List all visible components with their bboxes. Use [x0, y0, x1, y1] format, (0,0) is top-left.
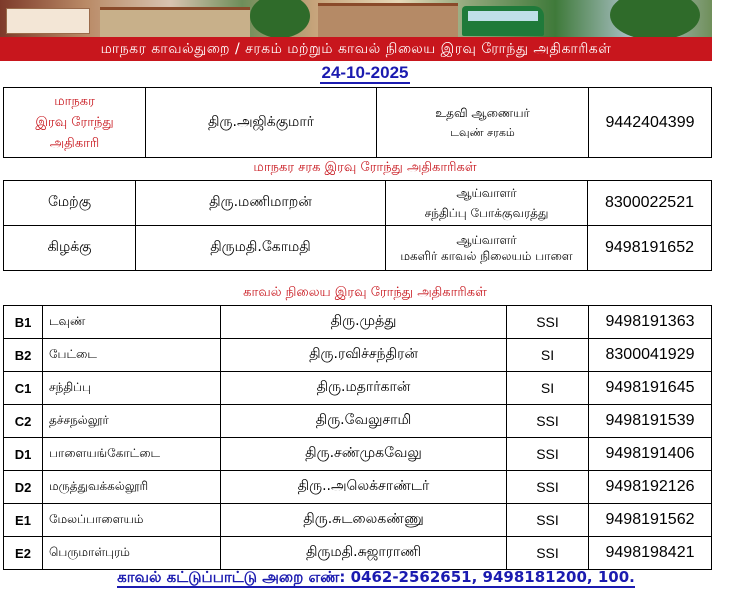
banner-bus	[462, 6, 544, 36]
officer-name: திருமதி.சுஜாராணி	[221, 537, 507, 570]
phone-number: 9498198421	[589, 537, 712, 570]
designation: ஆய்வாளர்	[456, 233, 517, 247]
table-row	[4, 226, 712, 271]
header-banner	[0, 0, 712, 64]
banner-tree-right	[610, 0, 700, 40]
range-officers-table	[3, 180, 712, 271]
phone-number: 9498191652	[588, 226, 712, 271]
table-row	[4, 372, 712, 405]
phone-number: 9498191645	[589, 372, 712, 405]
banner-building	[100, 7, 250, 40]
station-name: பேட்டை	[43, 339, 221, 372]
table-row	[4, 537, 712, 570]
officer-name: திருமதி.கோமதி	[136, 226, 386, 271]
area: டவுண் சரகம்	[450, 125, 515, 139]
officer-rank: SSI	[507, 504, 589, 537]
date-label: 24-10-2025	[321, 63, 409, 82]
station-officers-table	[3, 305, 712, 570]
phone-number: 9498191539	[589, 405, 712, 438]
officer-rank: SSI	[507, 438, 589, 471]
phone-number: 8300041929	[589, 339, 712, 372]
phone-number: 8300022521	[588, 181, 712, 226]
unit: சந்திப்பு போக்குவரத்து	[424, 206, 549, 220]
banner-photo	[0, 0, 712, 40]
officer-name: திரு.அஜிக்குமார்	[146, 88, 377, 158]
station-name: பாளையங்கோட்டை	[43, 438, 221, 471]
designation: ஆய்வாளர்	[456, 186, 517, 200]
role-line: இரவு ரோந்து	[35, 115, 114, 130]
station-code: E1	[4, 504, 43, 537]
phone-number: 9498192126	[589, 471, 712, 504]
role-cell	[4, 88, 146, 158]
station-code: C2	[4, 405, 43, 438]
table-row	[4, 471, 712, 504]
table-row	[4, 405, 712, 438]
table-row	[4, 306, 712, 339]
officer-rank: SI	[507, 339, 589, 372]
officer-name: திரு.மதார்கான்	[221, 372, 507, 405]
range-name: மேற்கு	[4, 181, 136, 226]
officer-name: திரு.மணிமாறன்	[136, 181, 386, 226]
designation: உதவி ஆணையர்	[435, 105, 530, 120]
station-section-title: காவல் நிலைய இரவு ரோந்து அதிகாரிகள்	[243, 285, 487, 300]
officer-rank: SSI	[507, 405, 589, 438]
officer-rank: SSI	[507, 537, 589, 570]
designation-cell	[386, 181, 588, 226]
officer-name: திரு.ரவிச்சந்திரன்	[221, 339, 507, 372]
station-code: B1	[4, 306, 43, 339]
officer-name: திரு.சண்முகவேலு	[221, 438, 507, 471]
officer-rank: SI	[507, 372, 589, 405]
control-room-footer: காவல் கட்டுப்பாட்டு அறை எண்: 0462-2562651, 9498181200, 100.	[117, 568, 635, 586]
designation-cell	[386, 226, 588, 271]
city-officer-table	[3, 87, 712, 158]
phone-number: 9498191406	[589, 438, 712, 471]
officer-name: திரு.வேலுசாமி	[221, 405, 507, 438]
station-name: மேலப்பாளையம்	[43, 504, 221, 537]
table-row	[4, 181, 712, 226]
banner-logo-panel	[6, 8, 90, 34]
station-code: D2	[4, 471, 43, 504]
role-line: மாநகர	[54, 94, 95, 109]
range-name: கிழக்கு	[4, 226, 136, 271]
banner-temple	[318, 3, 458, 40]
banner-tree	[250, 0, 310, 38]
phone-number: 9498191363	[589, 306, 712, 339]
page-title: மாநகர காவல்துறை / சரகம் மற்றும் காவல் நிலைய இரவு ரோந்து அதிகாரிகள்	[0, 37, 712, 61]
table-row	[4, 504, 712, 537]
station-code: E2	[4, 537, 43, 570]
station-code: D1	[4, 438, 43, 471]
station-name: சந்திப்பு	[43, 372, 221, 405]
phone-number: 9498191562	[589, 504, 712, 537]
table-row	[4, 438, 712, 471]
officer-rank: SSI	[507, 471, 589, 504]
officer-name: திரு.முத்து	[221, 306, 507, 339]
officer-name: திரு.சுடலைகண்ணு	[221, 504, 507, 537]
station-name: டவுண்	[43, 306, 221, 339]
station-code: C1	[4, 372, 43, 405]
officer-name: திரு..அலெக்சாண்டர்	[221, 471, 507, 504]
table-row	[4, 339, 712, 372]
table-row	[4, 88, 712, 158]
station-name: தச்சநல்லூர்	[43, 405, 221, 438]
unit: மகளிர் காவல் நிலையம் பாளை	[400, 249, 573, 263]
designation-cell	[377, 88, 589, 158]
officer-rank: SSI	[507, 306, 589, 339]
station-code: B2	[4, 339, 43, 372]
range-section-title: மாநகர சரக இரவு ரோந்து அதிகாரிகள்	[253, 160, 477, 175]
phone-number: 9442404399	[589, 88, 712, 158]
station-name: பெருமாள்புரம்	[43, 537, 221, 570]
station-name: மருத்துவக்கல்லூரி	[43, 471, 221, 504]
role-line: அதிகாரி	[49, 136, 100, 151]
